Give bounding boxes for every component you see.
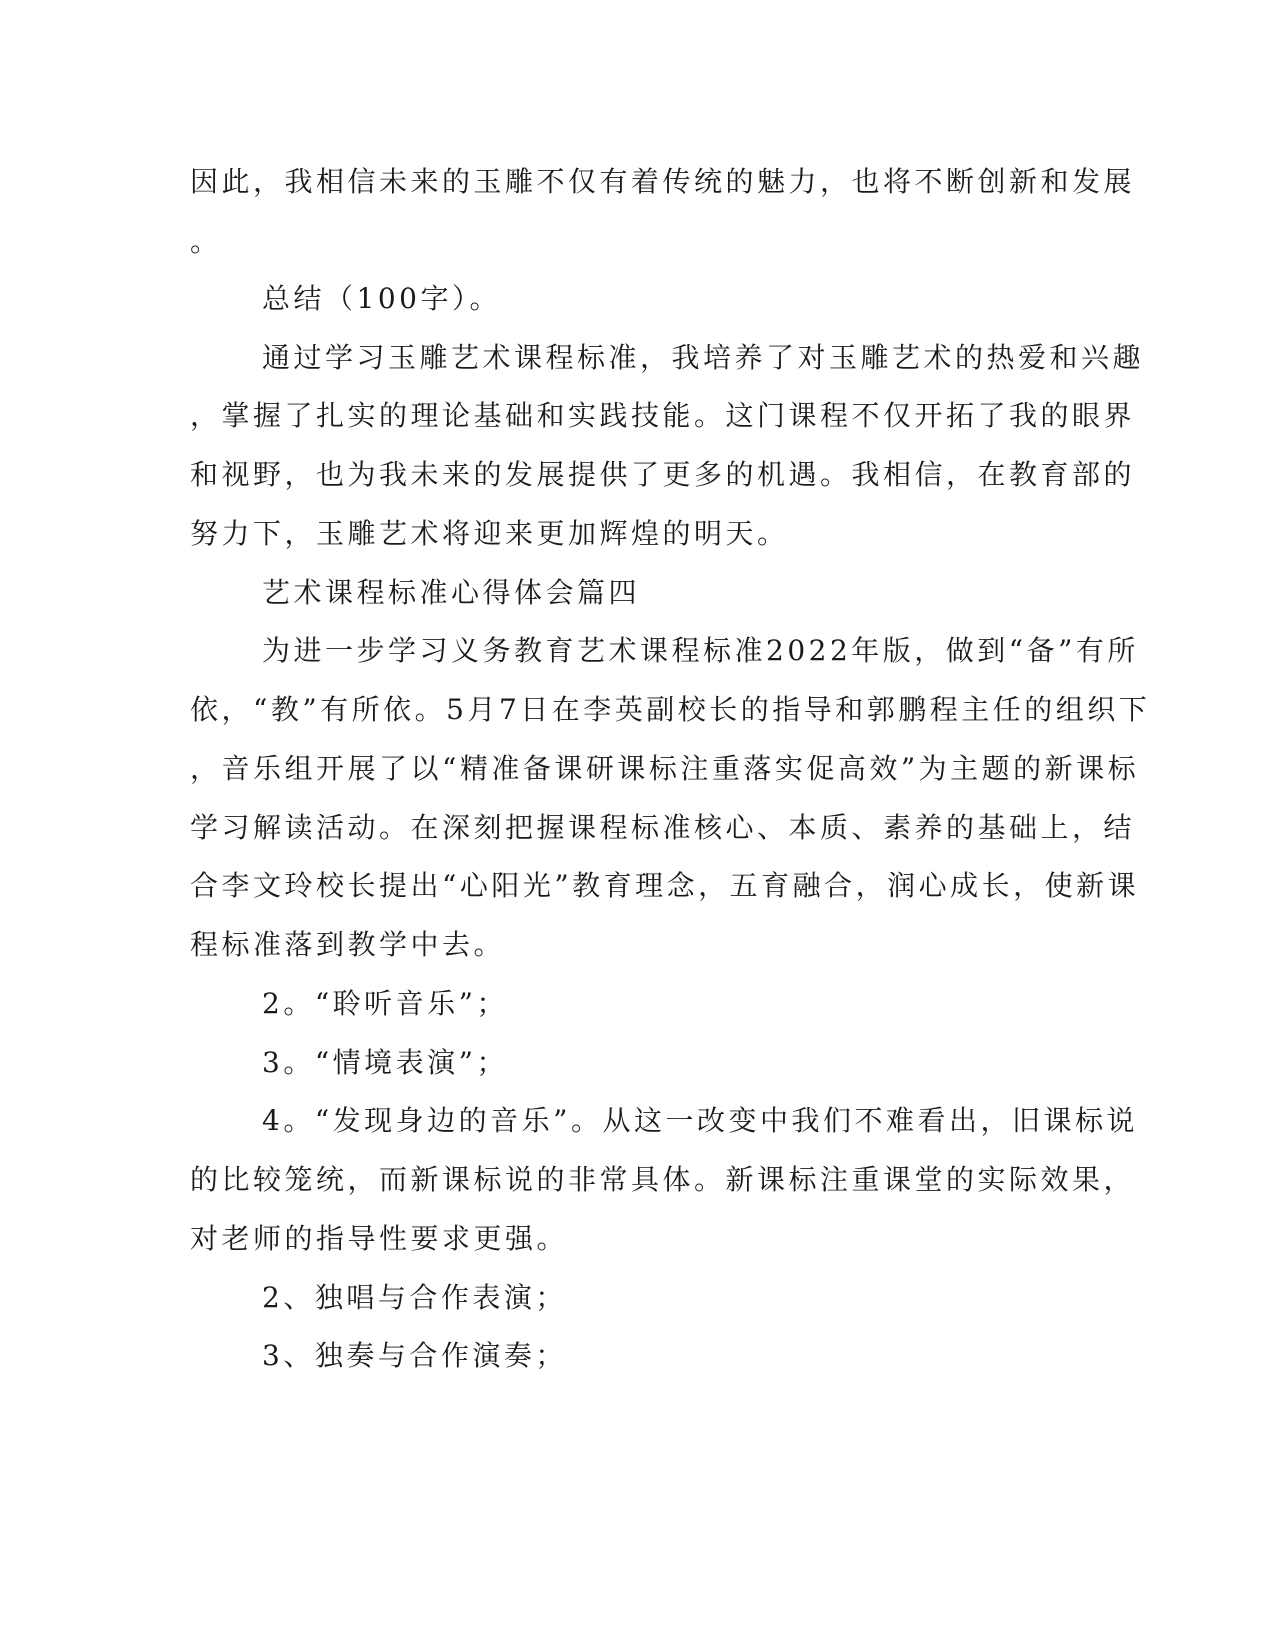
paragraph-line: 合李文玲校长提出“心阳光”教育理念，五育融合，润心成长，使新课 xyxy=(190,869,1140,902)
paragraph-line: 通过学习玉雕艺术课程标准，我培养了对玉雕艺术的热爱和兴趣 xyxy=(262,341,1145,374)
list-item: 3。“情境表演”； xyxy=(262,1046,508,1079)
paragraph-line: 因此，我相信未来的玉雕不仅有着传统的魅力，也将不断创新和发展 xyxy=(190,165,1136,198)
paragraph-line: 为进一步学习义务教育艺术课程标准2022年版，做到“备”有所 xyxy=(262,634,1139,667)
list-item: 2、独唱与合作表演； xyxy=(262,1281,567,1314)
list-item: 3、独奏与合作演奏； xyxy=(262,1339,567,1372)
list-item: 4。“发现身边的音乐”。从这一改变中我们不难看出，旧课标说 xyxy=(262,1104,1138,1137)
paragraph-line: 程标准落到教学中去。 xyxy=(190,928,506,961)
list-item: 2。“聆听音乐”； xyxy=(262,987,508,1020)
paragraph-line: 对老师的指导性要求更强。 xyxy=(190,1222,569,1255)
paragraph-line: 。 xyxy=(190,225,222,258)
paragraph-line: 努力下，玉雕艺术将迎来更加辉煌的明天。 xyxy=(190,517,789,550)
paragraph-line: 的比较笼统，而新课标说的非常具体。新课标注重课堂的实际效果， xyxy=(190,1163,1136,1196)
paragraph-line: ，掌握了扎实的理论基础和实践技能。这门课程不仅开拓了我的眼界 xyxy=(190,399,1136,432)
paragraph-line: 学习解读活动。在深刻把握课程标准核心、本质、素养的基础上，结 xyxy=(190,811,1136,844)
paragraph-line: 依，“教”有所依。5月7日在李英副校长的指导和郭鹏程主任的组织下 xyxy=(190,693,1151,726)
section-heading: 艺术课程标准心得体会篇四 xyxy=(262,576,641,609)
paragraph-line: ，音乐组开展了以“精准备课研课标注重落实促高效”为主题的新课标 xyxy=(190,752,1140,785)
section-heading: 总结（100字）。 xyxy=(262,282,501,315)
paragraph-line: 和视野，也为我未来的发展提供了更多的机遇。我相信，在教育部的 xyxy=(190,458,1136,491)
